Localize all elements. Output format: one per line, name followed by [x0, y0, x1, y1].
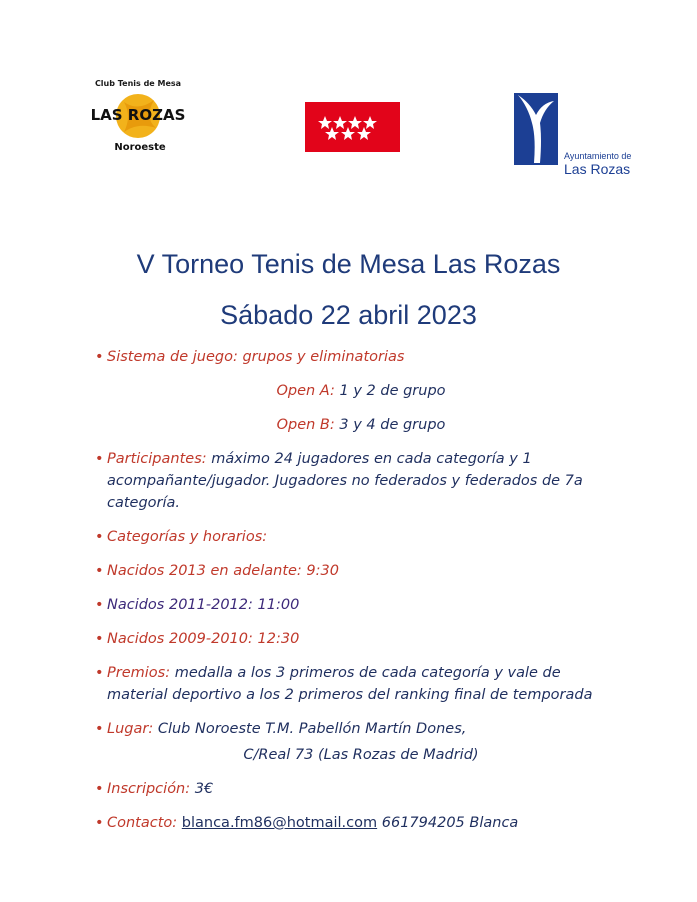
address-text: C/Real 73 (Las Rozas de Madrid) [243, 747, 479, 763]
bullet-icon: • [95, 349, 104, 365]
star-icon [305, 112, 400, 142]
premios-label: Premios: [107, 665, 171, 681]
bullet-icon: • [95, 665, 104, 681]
page-title: V Torneo Tenis de Mesa Las Rozas [136, 249, 561, 279]
list-item-sistema [95, 346, 615, 368]
list-item-categorias [95, 526, 615, 548]
bullet-icon: • [95, 597, 104, 613]
ayuntamiento-caption-line2: Las Rozas [564, 161, 631, 177]
lugar-label: Lugar: [107, 721, 154, 737]
contact-email-link[interactable]: blanca.fm86@hotmail.com [181, 815, 378, 831]
participantes-text: máximo 24 jugadores en cada categoría y 1 acompañante/jugador. Jugadores no federados y federados de 7a categoría. [107, 451, 583, 511]
lugar-text: Club Noroeste T.M. Pabellón Martín Dones, [153, 721, 467, 737]
club-logo [84, 72, 192, 156]
participantes-label: Participantes: [107, 451, 207, 467]
inscripcion-text: 3€ [190, 781, 214, 797]
list-item-category-2009 [95, 628, 615, 650]
bullet-icon: • [95, 631, 104, 647]
category-2013-text: Nacidos 2013 en adelante: 9:30 [107, 563, 339, 579]
categorias-label: Categorías y horarios: [107, 529, 268, 545]
list-item-inscripcion [95, 778, 615, 800]
contacto-label: Contacto: [107, 815, 178, 831]
inscripcion-label: Inscripción: [107, 781, 191, 797]
list-item-participantes [95, 448, 615, 514]
list-item-premios [95, 662, 615, 706]
lugar-address [95, 744, 615, 766]
logos-header [0, 0, 697, 200]
tournament-details [95, 346, 615, 846]
list-item-category-2011 [95, 594, 615, 616]
sistema-label: Sistema de juego: grupos y eliminatorias [107, 349, 405, 365]
bullet-icon: • [95, 529, 104, 545]
stork-icon [514, 93, 558, 165]
open-a-line [95, 380, 615, 402]
contacto-text: 661794205 Blanca [377, 815, 519, 831]
list-item-category-2013 [95, 560, 615, 582]
club-logo-top-text: Club Tenis de Mesa [94, 79, 182, 88]
premios-text: medalla a los 3 primeros de cada categoría y vale de material deportivo a los 2 primeros del ranking final de temporada [107, 665, 593, 703]
bullet-icon: • [95, 721, 104, 737]
open-b-text: 3 y 4 de grupo [334, 417, 446, 433]
open-b-label: Open B: [276, 417, 335, 433]
open-a-text: 1 y 2 de grupo [334, 383, 446, 399]
category-2009-text: Nacidos 2009-2010: 12:30 [107, 631, 300, 647]
page-subtitle-date: Sábado 22 abril 2023 [220, 300, 477, 330]
category-2011-text: Nacidos 2011-2012: 11:00 [107, 597, 300, 613]
club-logo-bottom-text: Noroeste [114, 142, 166, 153]
bullet-icon: • [95, 451, 104, 467]
comunidad-madrid-flag [305, 102, 400, 152]
club-logo-name: LAS ROZAS [90, 106, 186, 124]
list-item-lugar [95, 718, 615, 740]
ayuntamiento-logo [514, 93, 638, 177]
open-a-label: Open A: [276, 383, 335, 399]
bullet-icon: • [95, 563, 104, 579]
bullet-icon: • [95, 781, 104, 797]
bullet-icon: • [95, 815, 104, 831]
list-item-contacto [95, 812, 615, 834]
ayuntamiento-caption-line1: Ayuntamiento de [564, 151, 632, 161]
open-b-line [95, 414, 615, 436]
